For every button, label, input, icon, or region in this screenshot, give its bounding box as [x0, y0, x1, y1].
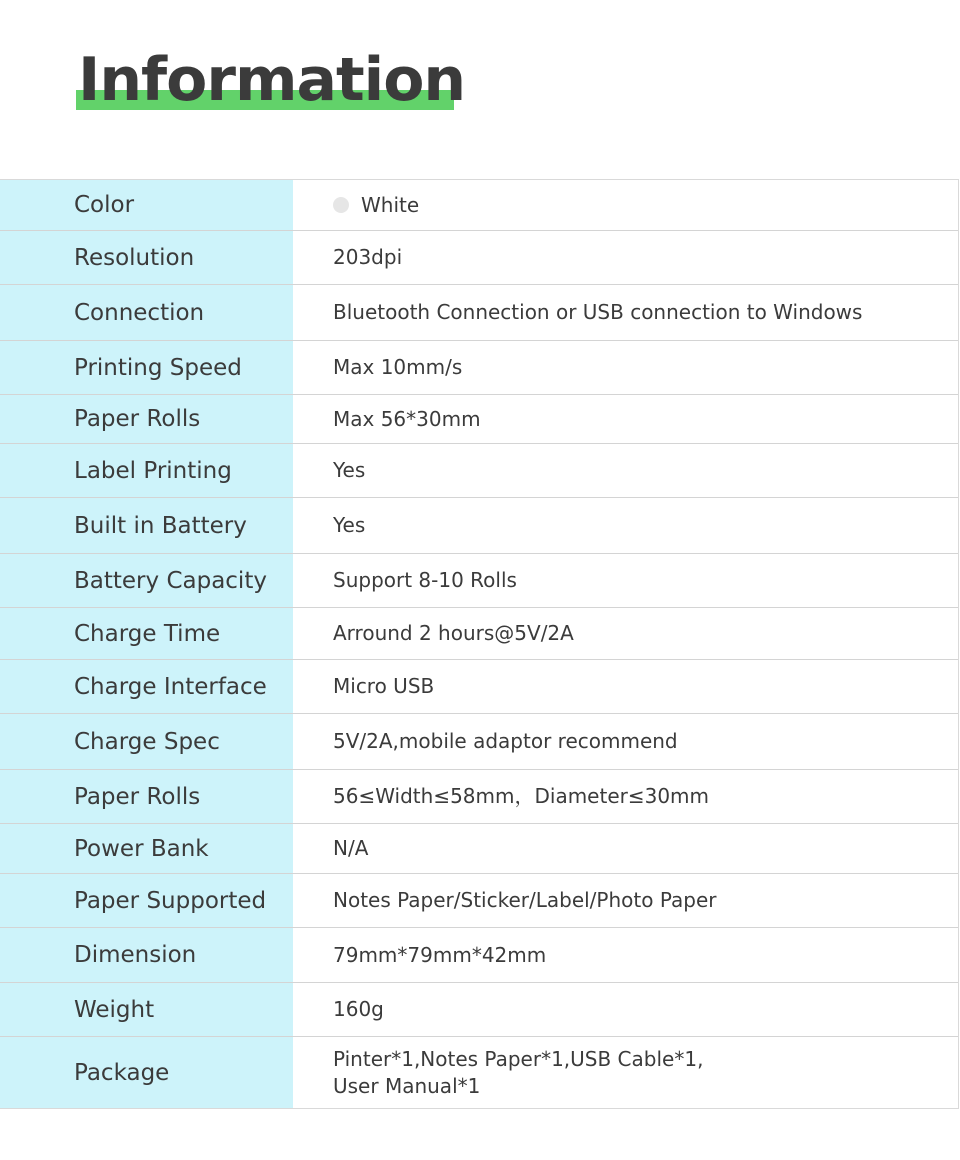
spec-label: Printing Speed [0, 341, 293, 394]
spec-row-paper-supported [0, 874, 958, 928]
spec-label: Charge Time [0, 608, 293, 659]
spec-value: Bluetooth Connection or USB connection to Windows [333, 300, 863, 324]
spec-label: Power Bank [0, 824, 293, 873]
spec-row-charge-spec [0, 714, 958, 770]
spec-value: Max 10mm/s [333, 355, 463, 379]
spec-label: Color [0, 180, 293, 230]
spec-row-weight [0, 983, 958, 1037]
spec-value: Arround 2 hours@5V/2A [333, 621, 574, 645]
spec-row-resolution [0, 231, 958, 285]
spec-label: Paper Rolls [0, 770, 293, 823]
page-title [76, 40, 466, 115]
spec-row-printing-speed [0, 341, 958, 395]
spec-label: Weight [0, 983, 293, 1036]
spec-row-charge-time [0, 608, 958, 660]
spec-value: 160g [333, 997, 384, 1021]
spec-label: Built in Battery [0, 498, 293, 553]
spec-row-built-in-battery [0, 498, 958, 554]
spec-value: 203dpi [333, 245, 403, 269]
spec-row-connection [0, 285, 958, 341]
spec-table [0, 179, 959, 1109]
spec-value: Support 8-10 Rolls [333, 568, 517, 592]
spec-value: 56≤Width≤58mm，Diameter≤30mm [333, 784, 710, 808]
spec-value: Micro USB [333, 674, 435, 698]
spec-row-battery-capacity [0, 554, 958, 608]
spec-label: Paper Supported [0, 874, 293, 927]
spec-value-cell [293, 180, 958, 230]
spec-row-label-printing [0, 444, 958, 498]
spec-label: Resolution [0, 231, 293, 284]
spec-label: Label Printing [0, 444, 293, 497]
spec-label: Connection [0, 285, 293, 340]
spec-value: 79mm*79mm*42mm [333, 942, 547, 967]
spec-value: Yes [333, 458, 366, 482]
spec-label: Charge Interface [0, 660, 293, 713]
spec-value: N/A [333, 836, 369, 860]
color-swatch-icon [333, 197, 349, 213]
spec-value: Pinter*1,Notes Paper*1,USB Cable*1, User Manual*1 [333, 1046, 704, 1098]
spec-row-color [0, 180, 958, 231]
spec-value: Yes [333, 513, 366, 537]
spec-value: Notes Paper/Sticker/Label/Photo Paper [333, 888, 717, 912]
spec-label: Paper Rolls [0, 395, 293, 443]
spec-label: Charge Spec [0, 714, 293, 769]
spec-row-package [0, 1037, 958, 1108]
spec-value: 5V/2A,mobile adaptor recommend [333, 729, 678, 753]
spec-label: Package [0, 1037, 293, 1108]
spec-label: Battery Capacity [0, 554, 293, 607]
spec-value: Max 56*30mm [333, 406, 481, 431]
spec-row-paper-rolls-size [0, 770, 958, 824]
spec-value: White [361, 192, 420, 217]
spec-row-paper-rolls [0, 395, 958, 444]
title-text: Information [78, 45, 466, 115]
spec-row-power-bank [0, 824, 958, 874]
spec-row-dimension [0, 928, 958, 983]
spec-row-charge-interface [0, 660, 958, 714]
spec-label: Dimension [0, 928, 293, 982]
